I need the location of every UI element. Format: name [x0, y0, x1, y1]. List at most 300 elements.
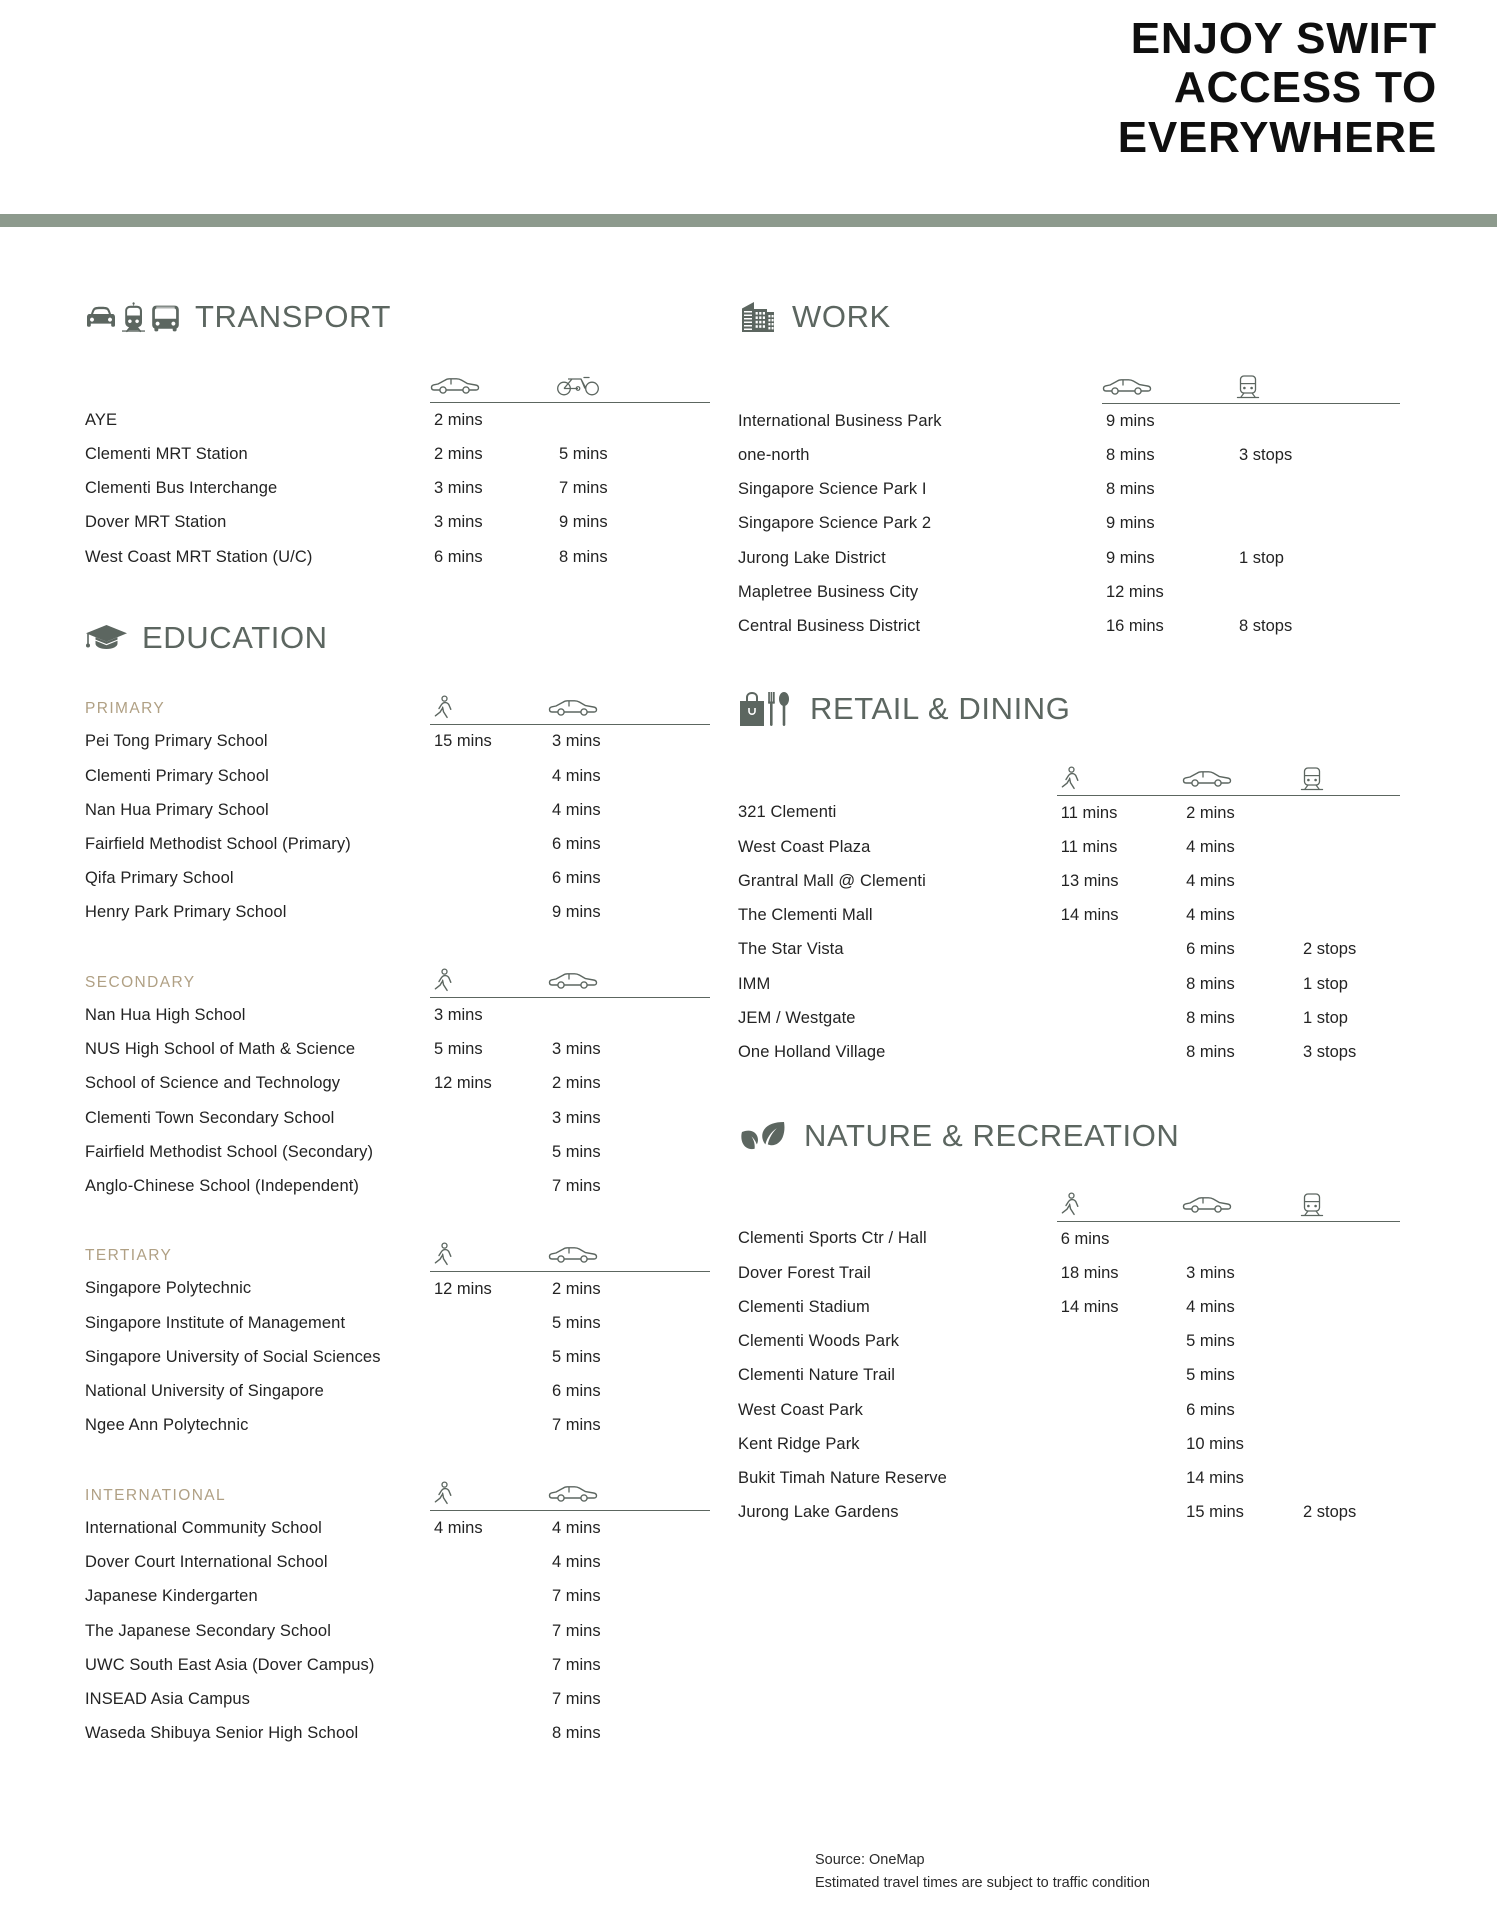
education-tertiary-header — [85, 1229, 710, 1271]
car-side-icon — [548, 1481, 710, 1507]
table-row — [738, 1290, 1400, 1324]
table-row — [85, 1717, 710, 1751]
row-value-walk — [1057, 1035, 1182, 1069]
education-primary-rows — [85, 724, 710, 956]
walking-icon — [1057, 1192, 1182, 1218]
row-value-walk — [1057, 1496, 1182, 1530]
retail-table — [738, 754, 1400, 1070]
row-label: Clementi Nature Trail — [738, 1366, 896, 1385]
row-value-car: 4 mins — [1186, 1298, 1235, 1317]
walking-icon — [430, 968, 548, 994]
table-row — [85, 1101, 710, 1135]
table-row — [738, 1496, 1400, 1530]
row-label: Fairfield Methodist School (Secondary) — [85, 1142, 374, 1161]
row-label: IMM — [738, 974, 771, 993]
row-value-train: 3 stops — [1303, 1043, 1357, 1062]
transport-section-header — [85, 299, 710, 335]
group-label-secondary: SECONDARY — [85, 973, 196, 991]
walking-icon — [430, 1242, 548, 1268]
row-value-car: 6 mins — [552, 834, 601, 853]
row-value-car: 2 mins — [434, 410, 483, 429]
nature-section-header — [738, 1118, 1400, 1154]
row-label: Jurong Lake District — [738, 548, 886, 567]
row-value-walk — [430, 1101, 548, 1135]
row-value-car: 2 mins — [1186, 803, 1235, 822]
leaves-icon — [738, 1119, 790, 1153]
table-row — [85, 827, 710, 861]
row-value-train — [1235, 575, 1400, 609]
row-value-walk — [430, 827, 548, 861]
row-value-bike: 9 mins — [559, 513, 608, 532]
row-label: Kent Ridge Park — [738, 1434, 860, 1453]
row-label: Henry Park Primary School — [85, 903, 287, 922]
row-label: Nan Hua Primary School — [85, 800, 269, 819]
table-row — [738, 438, 1400, 472]
row-value-car: 16 mins — [1105, 617, 1164, 636]
row-value-walk — [430, 1306, 548, 1340]
train-front-icon — [1235, 374, 1400, 400]
row-value-train — [1299, 1427, 1400, 1461]
row-value-walk — [430, 1648, 548, 1682]
table-row — [85, 506, 710, 540]
row-value-walk — [430, 1375, 548, 1409]
row-value-walk — [430, 1135, 548, 1169]
row-value-car: 3 mins — [434, 513, 483, 532]
row-spacer — [85, 930, 710, 956]
row-value-train — [1299, 1325, 1400, 1359]
row-value-car: 6 mins — [552, 869, 601, 888]
retail-rows — [738, 796, 1400, 1070]
column-header-car — [548, 1469, 710, 1511]
row-value-car: 7 mins — [552, 1416, 601, 1435]
car-side-icon — [548, 1242, 710, 1268]
table-row — [738, 864, 1400, 898]
education-section-header — [85, 620, 710, 656]
car-side-icon — [1182, 766, 1299, 792]
table-row — [738, 1325, 1400, 1359]
table-row — [738, 1001, 1400, 1035]
table-row — [738, 1035, 1400, 1069]
table-row — [85, 1067, 710, 1101]
row-value-car — [1182, 1222, 1299, 1257]
column-header-walk — [1057, 754, 1182, 796]
table-row — [85, 998, 710, 1033]
row-label: Clementi Town Secondary School — [85, 1108, 335, 1127]
column-header-train — [1299, 754, 1400, 796]
table-row — [85, 472, 710, 506]
row-value-car: 5 mins — [1186, 1366, 1235, 1385]
row-value-train — [1235, 404, 1400, 439]
table-row — [85, 1546, 710, 1580]
car-side-icon — [1182, 1192, 1299, 1218]
row-label: Japanese Kindergarten — [85, 1587, 258, 1606]
row-value-walk — [430, 1717, 548, 1751]
row-value-train — [1299, 1256, 1400, 1290]
walking-icon — [430, 1481, 548, 1507]
row-value-car: 7 mins — [552, 1689, 601, 1708]
transport-icon-group — [85, 301, 181, 333]
left-column — [85, 299, 710, 1797]
row-label: AYE — [85, 410, 118, 429]
row-label: Singapore Institute of Management — [85, 1313, 346, 1332]
row-label: Singapore Science Park I — [738, 480, 927, 499]
table-row — [738, 541, 1400, 575]
row-value-train: 1 stop — [1303, 1008, 1348, 1027]
retail-section-title: RETAIL & DINING — [810, 690, 1071, 726]
row-value-walk: 5 mins — [434, 1040, 483, 1059]
row-label: one-north — [738, 446, 810, 465]
row-value-train — [1299, 1393, 1400, 1427]
table-row — [738, 1393, 1400, 1427]
row-value-train: 1 stop — [1239, 548, 1284, 567]
bus-icon — [150, 303, 181, 333]
work-rows — [738, 404, 1400, 644]
column-header-bicycle — [555, 361, 710, 403]
row-value-car: 4 mins — [1186, 837, 1235, 856]
row-value-walk — [1057, 1393, 1182, 1427]
row-value-car: 3 mins — [434, 479, 483, 498]
row-value-walk — [430, 861, 548, 895]
row-value-car: 5 mins — [552, 1142, 601, 1161]
row-value-train: 3 stops — [1239, 446, 1293, 465]
group-label-primary: PRIMARY — [85, 700, 166, 718]
column-header-walk — [430, 682, 548, 724]
row-value-walk — [430, 1614, 548, 1648]
row-value-train — [1299, 796, 1400, 831]
table-row — [738, 796, 1400, 831]
education-secondary-rows — [85, 998, 710, 1230]
column-header-car — [1182, 754, 1299, 796]
row-label: NUS High School of Math & Science — [85, 1040, 356, 1059]
table-row — [738, 609, 1400, 643]
retail-table-header — [738, 754, 1400, 796]
car-side-icon — [548, 695, 710, 721]
table-row — [85, 896, 710, 930]
row-value-car: 3 mins — [1186, 1263, 1235, 1282]
row-value-car: 6 mins — [434, 547, 483, 566]
row-label: Mapletree Business City — [738, 582, 919, 601]
row-value-walk — [430, 1409, 548, 1443]
row-label: Clementi Primary School — [85, 766, 269, 785]
hero-header — [0, 0, 1497, 162]
row-label: Central Business District — [738, 617, 921, 636]
row-value-walk: 12 mins — [434, 1074, 492, 1093]
row-label: Singapore Polytechnic — [85, 1279, 252, 1298]
row-value-walk: 15 mins — [434, 732, 492, 751]
row-value-walk — [430, 1340, 548, 1374]
row-value-walk: 12 mins — [434, 1279, 492, 1298]
row-value-walk — [430, 896, 548, 930]
column-header-car — [430, 361, 555, 403]
table-row — [85, 1511, 710, 1546]
column-header-walk — [430, 956, 548, 998]
car-side-icon — [1102, 374, 1235, 400]
row-value-walk — [430, 793, 548, 827]
row-label: Grantral Mall @ Clementi — [738, 872, 926, 891]
nature-rows — [738, 1222, 1400, 1530]
row-label: School of Science and Technology — [85, 1074, 341, 1093]
nature-table-header — [738, 1180, 1400, 1222]
row-value-car: 9 mins — [1105, 548, 1155, 567]
row-value-car: 8 mins — [1186, 1008, 1235, 1027]
table-row — [85, 403, 710, 438]
table-row — [85, 1580, 710, 1614]
row-value-car: 5 mins — [1186, 1332, 1235, 1351]
office-building-icon — [738, 299, 778, 336]
transport-table — [85, 361, 710, 574]
row-value-walk: 6 mins — [1060, 1229, 1110, 1248]
row-label: West Coast MRT Station (U/C) — [85, 547, 313, 566]
section-nature-recreation — [738, 1118, 1400, 1530]
row-value-walk: 11 mins — [1060, 803, 1118, 822]
row-label: West Coast Plaza — [738, 837, 871, 856]
row-value-walk: 4 mins — [434, 1519, 483, 1538]
section-retail-dining — [738, 690, 1400, 1070]
row-value-train — [1299, 1222, 1400, 1257]
row-value-car: 6 mins — [552, 1382, 601, 1401]
row-value-car: 8 mins — [1105, 446, 1155, 465]
train-front-icon — [1299, 766, 1400, 792]
row-value-car: 4 mins — [552, 800, 601, 819]
education-tertiary-rows — [85, 1271, 710, 1468]
right-column — [710, 299, 1400, 1797]
row-value-walk — [430, 1580, 548, 1614]
transport-table-header — [85, 361, 710, 403]
table-row — [738, 830, 1400, 864]
row-value-train — [1235, 507, 1400, 541]
row-value-car: 7 mins — [552, 1587, 601, 1606]
group-label-international: INTERNATIONAL — [85, 1486, 227, 1504]
row-value-train — [1299, 830, 1400, 864]
row-value-car: 2 mins — [552, 1074, 601, 1093]
row-label: Jurong Lake Gardens — [738, 1503, 899, 1522]
table-row — [738, 1359, 1400, 1393]
row-value-car: 9 mins — [1105, 411, 1155, 430]
row-value-train — [1299, 1290, 1400, 1324]
footnote-source: Source: OneMap — [815, 1852, 925, 1869]
row-value-car: 8 mins — [552, 1724, 601, 1743]
row-value-car: 6 mins — [1186, 940, 1235, 959]
row-value-car: 8 mins — [1105, 480, 1155, 499]
row-value-car: 7 mins — [552, 1176, 601, 1195]
row-label: Fairfield Methodist School (Primary) — [85, 834, 351, 853]
table-row — [85, 437, 710, 471]
row-label: One Holland Village — [738, 1043, 886, 1062]
page-title-line-1: ENJOY SWIFT — [1130, 14, 1437, 63]
column-header-walk — [1057, 1180, 1182, 1222]
table-row — [85, 1271, 710, 1306]
table-row — [738, 1256, 1400, 1290]
work-table — [738, 362, 1400, 644]
row-label: Clementi Woods Park — [738, 1332, 900, 1351]
row-label: Clementi Bus Interchange — [85, 479, 278, 498]
row-label: Dover MRT Station — [85, 513, 227, 532]
page-title — [0, 14, 1437, 162]
table-row — [85, 1375, 710, 1409]
column-header-car — [1182, 1180, 1299, 1222]
row-value-walk — [1057, 1359, 1182, 1393]
page-title-line-3: EVERYWHERE — [1117, 112, 1437, 162]
table-row — [738, 933, 1400, 967]
row-value-car: 4 mins — [552, 766, 601, 785]
row-value-train — [1235, 473, 1400, 507]
table-row — [85, 1648, 710, 1682]
row-value-car — [548, 998, 710, 1033]
table-row — [85, 759, 710, 793]
page-title-line-2: ACCESS TO — [1173, 63, 1437, 113]
section-work — [738, 299, 1400, 644]
table-row — [85, 1682, 710, 1716]
table-row — [738, 507, 1400, 541]
row-value-walk: 18 mins — [1060, 1263, 1119, 1282]
row-value-walk: 14 mins — [1060, 1298, 1119, 1317]
table-row — [85, 1169, 710, 1203]
column-header-car — [548, 682, 710, 724]
row-value-car: 3 mins — [552, 1040, 601, 1059]
footnote — [815, 1849, 1150, 1894]
row-label: Bukit Timah Nature Reserve — [738, 1469, 947, 1488]
row-value-car: 8 mins — [1186, 1043, 1235, 1062]
row-value-car: 3 mins — [552, 732, 601, 751]
table-row — [738, 473, 1400, 507]
table-row — [85, 1306, 710, 1340]
row-label: UWC South East Asia (Dover Campus) — [85, 1655, 375, 1674]
row-label: Clementi Stadium — [738, 1298, 870, 1317]
car-side-icon — [430, 373, 555, 399]
row-value-walk: 11 mins — [1060, 837, 1118, 856]
table-row — [85, 793, 710, 827]
row-value-walk — [1057, 967, 1182, 1001]
row-label: Pei Tong Primary School — [85, 732, 268, 751]
row-label: The Star Vista — [738, 940, 844, 959]
footnote-disclaimer: Estimated travel times are subject to traffic condition — [815, 1874, 1150, 1891]
row-label: Dover Forest Trail — [738, 1263, 871, 1282]
row-value-car: 2 mins — [552, 1279, 601, 1298]
row-label: The Clementi Mall — [738, 906, 873, 925]
row-value-car: 12 mins — [1105, 582, 1164, 601]
row-label: Clementi Sports Ctr / Hall — [738, 1229, 927, 1248]
row-label: Nan Hua High School — [85, 1005, 246, 1024]
row-value-walk — [430, 1169, 548, 1203]
table-row — [738, 404, 1400, 439]
table-row — [738, 1427, 1400, 1461]
row-value-train: 2 stops — [1303, 940, 1357, 959]
row-label: Singapore Science Park 2 — [738, 514, 932, 533]
table-row — [85, 1135, 710, 1169]
row-label: Ngee Ann Polytechnic — [85, 1416, 249, 1435]
nature-table — [738, 1180, 1400, 1530]
row-value-car: 4 mins — [552, 1519, 601, 1538]
group-label-tertiary: TERTIARY — [85, 1247, 173, 1265]
column-header-walk — [430, 1469, 548, 1511]
table-row — [85, 1033, 710, 1067]
car-side-icon — [548, 968, 710, 994]
train-icon — [120, 301, 147, 333]
row-value-bike: 7 mins — [559, 479, 608, 498]
table-row — [85, 724, 710, 759]
row-spacer — [85, 1443, 710, 1469]
row-label: JEM / Westgate — [738, 1008, 856, 1027]
table-row — [738, 1222, 1400, 1257]
transport-section-title: TRANSPORT — [195, 298, 392, 334]
table-row — [738, 1461, 1400, 1495]
row-label: Anglo-Chinese School (Independent) — [85, 1176, 359, 1195]
row-value-car: 3 mins — [552, 1108, 601, 1127]
row-value-car: 4 mins — [1186, 872, 1235, 891]
row-label: National University of Singapore — [85, 1382, 324, 1401]
row-value-train — [1299, 1359, 1400, 1393]
row-value-walk — [430, 1546, 548, 1580]
row-value-car: 5 mins — [552, 1313, 601, 1332]
row-label: 321 Clementi — [738, 803, 837, 822]
row-value-walk — [1057, 1427, 1182, 1461]
row-label: West Coast Park — [738, 1400, 863, 1419]
column-header-walk — [430, 1229, 548, 1271]
row-value-car: 15 mins — [1186, 1503, 1244, 1522]
work-section-title: WORK — [792, 299, 891, 335]
row-label: Qifa Primary School — [85, 869, 234, 888]
retail-section-header — [738, 690, 1400, 728]
row-label: International Community School — [85, 1518, 322, 1537]
train-front-icon — [1299, 1192, 1400, 1218]
row-value-walk — [430, 1682, 548, 1716]
column-header-car — [1102, 362, 1235, 404]
row-value-bike — [555, 403, 710, 438]
row-value-walk: 13 mins — [1060, 872, 1119, 891]
row-value-car: 4 mins — [552, 1553, 601, 1572]
education-table — [85, 682, 710, 1751]
row-label: Singapore University of Social Sciences — [85, 1347, 381, 1366]
row-label: The Japanese Secondary School — [85, 1621, 331, 1640]
row-value-walk — [1057, 933, 1182, 967]
graduation-cap-icon — [85, 623, 128, 653]
section-education — [85, 620, 710, 1751]
row-value-train: 2 stops — [1303, 1503, 1357, 1522]
row-value-car: 14 mins — [1186, 1469, 1244, 1488]
education-section-title: EDUCATION — [142, 620, 328, 656]
row-value-car: 4 mins — [1186, 906, 1235, 925]
content-columns — [0, 227, 1497, 1797]
row-value-train — [1299, 864, 1400, 898]
row-value-car: 5 mins — [552, 1347, 601, 1366]
row-value-train: 8 stops — [1239, 617, 1293, 636]
row-value-car: 9 mins — [552, 903, 601, 922]
walking-icon — [430, 695, 548, 721]
nature-section-title: NATURE & RECREATION — [804, 1117, 1180, 1153]
header-divider-bar — [0, 214, 1497, 227]
car-icon — [85, 303, 117, 333]
row-label: Dover Court International School — [85, 1553, 328, 1572]
walking-icon — [1057, 766, 1182, 792]
table-row — [85, 861, 710, 895]
row-value-car: 7 mins — [552, 1621, 601, 1640]
table-row — [738, 899, 1400, 933]
row-label: International Business Park — [738, 411, 942, 430]
work-section-header — [738, 299, 1400, 336]
section-transport — [85, 299, 710, 574]
row-value-walk — [1057, 1461, 1182, 1495]
column-header-car — [548, 1229, 710, 1271]
column-header-car — [548, 956, 710, 998]
row-value-bike: 5 mins — [559, 445, 608, 464]
row-value-car: 10 mins — [1186, 1434, 1244, 1453]
bicycle-icon — [555, 373, 710, 399]
column-header-train — [1299, 1180, 1400, 1222]
table-row — [85, 1614, 710, 1648]
education-international-header — [85, 1469, 710, 1511]
row-value-walk — [1057, 1001, 1182, 1035]
row-value-bike: 8 mins — [559, 547, 608, 566]
